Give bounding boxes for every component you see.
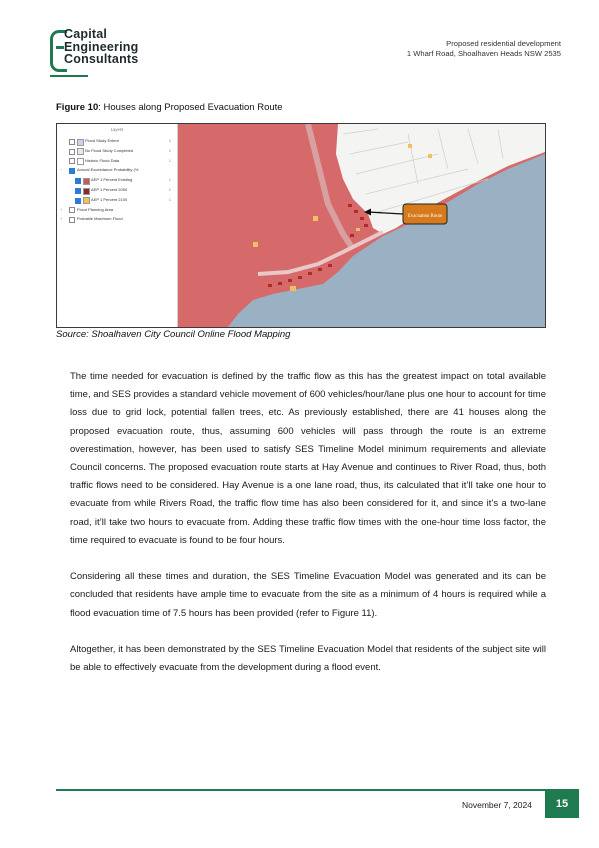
layer-swatch: [83, 197, 90, 204]
document-header: [407, 39, 561, 58]
layer-swatch: [77, 158, 84, 165]
layer-checkbox[interactable]: [75, 198, 81, 204]
layer-checkbox[interactable]: [69, 217, 75, 223]
figure-caption: [56, 102, 283, 113]
layer-count: 1: [168, 177, 171, 183]
layer-label: No Flood Study Completed: [85, 147, 134, 153]
company-logo: [50, 28, 160, 83]
footer-rule: [56, 789, 579, 791]
paragraph: Altogether, it has been demonstrated by the SES Timeline Evacuation Model that residents of the subject site will be able to effectively evacuate from the development during a flood event.: [70, 644, 546, 674]
layer-row[interactable]: [57, 146, 177, 156]
layer-checkbox[interactable]: [69, 139, 75, 145]
expand-toggle-icon[interactable]: +: [60, 206, 63, 212]
layer-swatch: [77, 148, 84, 155]
paragraph: Considering all these times and duration, the SES Timeline Evacuation Model was generated and its can be concluded that residents have ample time to evacuate from the site as a minimum of 4 hours is required while a flood evacuation time of 7.5 hours has been provided (refer to Figure 11).: [70, 571, 546, 619]
layer-checkbox[interactable]: [69, 168, 75, 174]
layer-label: Flood Study Extent: [85, 138, 119, 143]
layer-list: [57, 136, 177, 224]
logo-mark-bar: [56, 46, 64, 49]
layer-checkbox[interactable]: [69, 158, 75, 164]
logo-line: Capital: [64, 27, 108, 41]
layer-swatch: [77, 139, 84, 146]
layer-checkbox[interactable]: [69, 207, 75, 213]
layer-count: 1: [168, 196, 171, 202]
layer-row[interactable]: [57, 136, 177, 146]
flood-map-graphic: [178, 124, 545, 327]
paragraph: The time needed for evacuation is defined by the traffic flow as this has the greatest impact on total available time, and SES provides a standard vehicle movement of 600 vehicles/hour/lane plus one hour to account for time loss due to grid lock, potential fallen trees, etc. As previously established, there are 41 houses along the proposed evacuation route, thus, assuming 600 vehicles will pass through the route is an extreme overestimation, however, has been used to satisfy SES Timeline Model minimum requirements and alleviate Council concerns. The proposed evacuation route starts at Hay Avenue and continues to River Road, thus, both traffic flows need to be considered. Hay Avenue is a one lane road, thus, its calculated that it’ll take one hour to evacuate from while Rivers Road, the traffic flow time has also been considered for it, and since it’s a two-lane road, it’ll take two hours to evacuate from. Adding these traffic flow times with the one-hour time loss factor, the time required to evacuate is found to be four hours.: [70, 371, 546, 546]
layer-label: AEP 1 Percent 2100: [91, 196, 128, 202]
header-project-title: Proposed residential development: [446, 39, 561, 48]
expand-toggle-icon[interactable]: −: [60, 167, 63, 173]
header-address: 1 Wharf Road, Shoalhaven Heads NSW 2535: [406, 48, 561, 58]
layer-swatch: [83, 188, 90, 195]
layer-row[interactable]: [57, 165, 177, 175]
layer-label: Annual Exceedance Probability (%: [77, 167, 139, 173]
layer-swatch: [83, 178, 90, 185]
map-canvas: [178, 124, 545, 327]
layer-row[interactable]: [57, 156, 177, 166]
figure-source: Source: Shoalhaven City Council Online Flood Mapping: [56, 329, 291, 340]
map-layers-panel: [57, 124, 178, 327]
layer-count: 1: [168, 186, 171, 192]
flood-map-figure: [56, 123, 546, 328]
logo-line: Consultants: [64, 52, 139, 66]
layer-count: 1: [168, 138, 171, 143]
layer-label: Historic Flood Data: [85, 157, 120, 163]
layer-label: Probable Maximum Flood: [77, 216, 123, 222]
layer-row[interactable]: [57, 205, 177, 215]
layer-row[interactable]: [57, 195, 177, 205]
figure-caption-text: : Houses along Proposed Evacuation Route: [98, 102, 283, 113]
logo-line: Engineering: [64, 39, 139, 54]
layer-label: AEP 1 Percent Existing: [91, 177, 133, 183]
footer-date: November 7, 2024: [462, 800, 532, 810]
layer-count: 1: [168, 147, 171, 153]
page-number: 15: [545, 790, 579, 818]
layer-label: Flood Planning Area: [77, 206, 114, 212]
layer-label: AEP 1 Percent 2050: [91, 186, 128, 192]
expand-toggle-icon[interactable]: +: [60, 216, 63, 222]
layer-checkbox[interactable]: [75, 178, 81, 184]
layer-checkbox[interactable]: [69, 149, 75, 155]
evacuation-route-label: Evacuation Route: [407, 214, 443, 219]
layer-row[interactable]: [57, 175, 177, 185]
figure-label: Figure 10: [56, 102, 99, 113]
layer-row[interactable]: [57, 214, 177, 224]
layer-count: 1: [168, 157, 171, 163]
body-text: [70, 368, 546, 696]
logo-wordmark: [64, 28, 138, 66]
layer-row[interactable]: [57, 185, 177, 195]
layer-checkbox[interactable]: [75, 188, 81, 194]
layers-panel-title: Layers: [110, 127, 124, 132]
logo-underline: [50, 75, 88, 77]
